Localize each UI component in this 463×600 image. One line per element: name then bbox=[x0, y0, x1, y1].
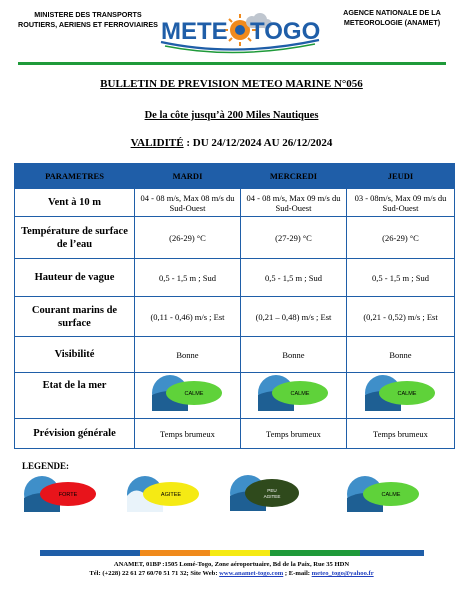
bulletin-subtitle: De la côte jusqu’à 200 Miles Nautiques bbox=[144, 110, 319, 121]
cell-mer-mardi bbox=[135, 373, 241, 419]
legend-peu-agitee bbox=[228, 472, 308, 514]
cell-vague-jeudi: 0,5 - 1,5 m ; Sud bbox=[347, 259, 455, 297]
sea-state-label: CALME bbox=[290, 391, 309, 397]
legend-title: LEGENDE: bbox=[22, 461, 70, 471]
logo-text-togo: TOGO bbox=[250, 18, 321, 45]
table-header-row bbox=[15, 164, 455, 189]
table-row-vague bbox=[15, 259, 455, 297]
param-temperature: Température de surface de l’eau bbox=[15, 217, 135, 259]
cell-mer-mercredi bbox=[241, 373, 347, 419]
legend-agitee-label: AGITEE bbox=[160, 492, 182, 498]
agency-line-1: AGENCE NATIONALE DE LA bbox=[343, 8, 441, 17]
agency-header bbox=[328, 8, 456, 27]
cell-temp-jeudi: (26-29) °C bbox=[347, 217, 455, 259]
validity-label: VALIDITÉ bbox=[130, 137, 184, 149]
cell-temp-mardi: (26-29) °C bbox=[135, 217, 241, 259]
legend-calme-label: CALME bbox=[381, 492, 401, 498]
param-vent: Vent à 10 m bbox=[15, 189, 135, 217]
ministry-line-1: MINISTERE DES TRANSPORTS bbox=[34, 10, 142, 19]
footer-contact bbox=[0, 570, 463, 577]
cell-temp-mercredi: (27-29) °C bbox=[241, 217, 347, 259]
param-visibilite: Visibilité bbox=[15, 337, 135, 373]
table-row-etat-mer bbox=[15, 373, 455, 419]
cell-visi-mardi: Bonne bbox=[135, 337, 241, 373]
sea-state-icon bbox=[361, 373, 441, 413]
cell-courant-jeudi: (0,21 - 0,52) m/s ; Est bbox=[347, 297, 455, 337]
forecast-table bbox=[14, 163, 455, 449]
table-row-courant bbox=[15, 297, 455, 337]
sea-state-icon bbox=[254, 373, 334, 413]
header-divider bbox=[18, 62, 446, 65]
table-row-visibilite bbox=[15, 337, 455, 373]
sea-state-label: CALME bbox=[184, 391, 203, 397]
cell-vague-mercredi: 0,5 - 1,5 m ; Sud bbox=[241, 259, 347, 297]
cell-prev-mercredi: Temps brumeux bbox=[241, 419, 347, 449]
ministry-line-2: ROUTIERS, AERIENS ET FERROVIAIRES bbox=[18, 19, 158, 29]
logo-text-meteo: METE bbox=[161, 18, 228, 45]
sea-state-icon bbox=[148, 373, 228, 413]
param-prevision: Prévision générale bbox=[15, 419, 135, 449]
footer-color-bar bbox=[40, 550, 424, 556]
validity-line bbox=[0, 137, 463, 149]
header-jeudi: JEUDI bbox=[347, 164, 455, 189]
table-row-prevision bbox=[15, 419, 455, 449]
cell-vent-jeudi: 03 - 08m/s, Max 09 m/s du Sud-Ouest bbox=[347, 189, 455, 217]
header-mercredi: MERCREDI bbox=[241, 164, 347, 189]
footer-email-label: ; E-mail: bbox=[283, 570, 312, 577]
cell-vent-mardi: 04 - 08 m/s, Max 08 m/s du Sud-Ouest bbox=[135, 189, 241, 217]
bulletin-title: BULLETIN DE PREVISION METEO MARINE N°056 bbox=[100, 78, 363, 90]
ministry-header bbox=[18, 10, 158, 29]
table-row-temperature bbox=[15, 217, 455, 259]
legend-agitee bbox=[125, 474, 205, 514]
cell-prev-jeudi: Temps brumeux bbox=[347, 419, 455, 449]
svg-text:PEU: PEU bbox=[267, 488, 277, 493]
meteo-togo-logo bbox=[155, 8, 325, 54]
header-parametres: PARAMETRES bbox=[15, 164, 135, 189]
legend-calme bbox=[345, 474, 425, 514]
sea-state-label: CALME bbox=[397, 391, 416, 397]
cell-courant-mardi: (0,11 - 0,46) m/s ; Est bbox=[135, 297, 241, 337]
cell-visi-mercredi: Bonne bbox=[241, 337, 347, 373]
footer-address: ANAMET, 01BP :1505 Lomé-Togo, Zone aéroportuaire, Bd de la Paix, Rue 35 HDN bbox=[113, 561, 350, 568]
agency-line-2: METEOROLOGIE (ANAMET) bbox=[343, 17, 441, 27]
table-row-vent bbox=[15, 189, 455, 217]
email-link[interactable]: meteo_togo@yahoo.fr bbox=[311, 570, 374, 577]
cell-vague-mardi: 0,5 - 1,5 m ; Sud bbox=[135, 259, 241, 297]
cell-courant-mercredi: (0,21 – 0,48) m/s ; Est bbox=[241, 297, 347, 337]
param-courant: Courant marins de surface bbox=[15, 297, 135, 337]
cell-visi-jeudi: Bonne bbox=[347, 337, 455, 373]
legend-forte-label: FORTE bbox=[58, 492, 78, 498]
legend-forte bbox=[22, 474, 102, 514]
param-vague: Hauteur de vague bbox=[15, 259, 135, 297]
cell-vent-mercredi: 04 - 08 m/s, Max 09 m/s du Sud-Ouest bbox=[241, 189, 347, 217]
cell-prev-mardi: Temps brumeux bbox=[135, 419, 241, 449]
header-mardi: MARDI bbox=[135, 164, 241, 189]
footer-phone: Tél: (+228) 22 61 27 60/70 51 71 32; Site Web: bbox=[89, 570, 220, 577]
svg-text:AGITEE: AGITEE bbox=[263, 494, 281, 499]
validity-dates: : DU 24/12/2024 AU 26/12/2024 bbox=[183, 137, 333, 149]
cell-mer-jeudi bbox=[347, 373, 455, 419]
param-etat-mer: Etat de la mer bbox=[15, 373, 135, 419]
website-link[interactable]: www.anamet-togo.com bbox=[219, 570, 284, 577]
